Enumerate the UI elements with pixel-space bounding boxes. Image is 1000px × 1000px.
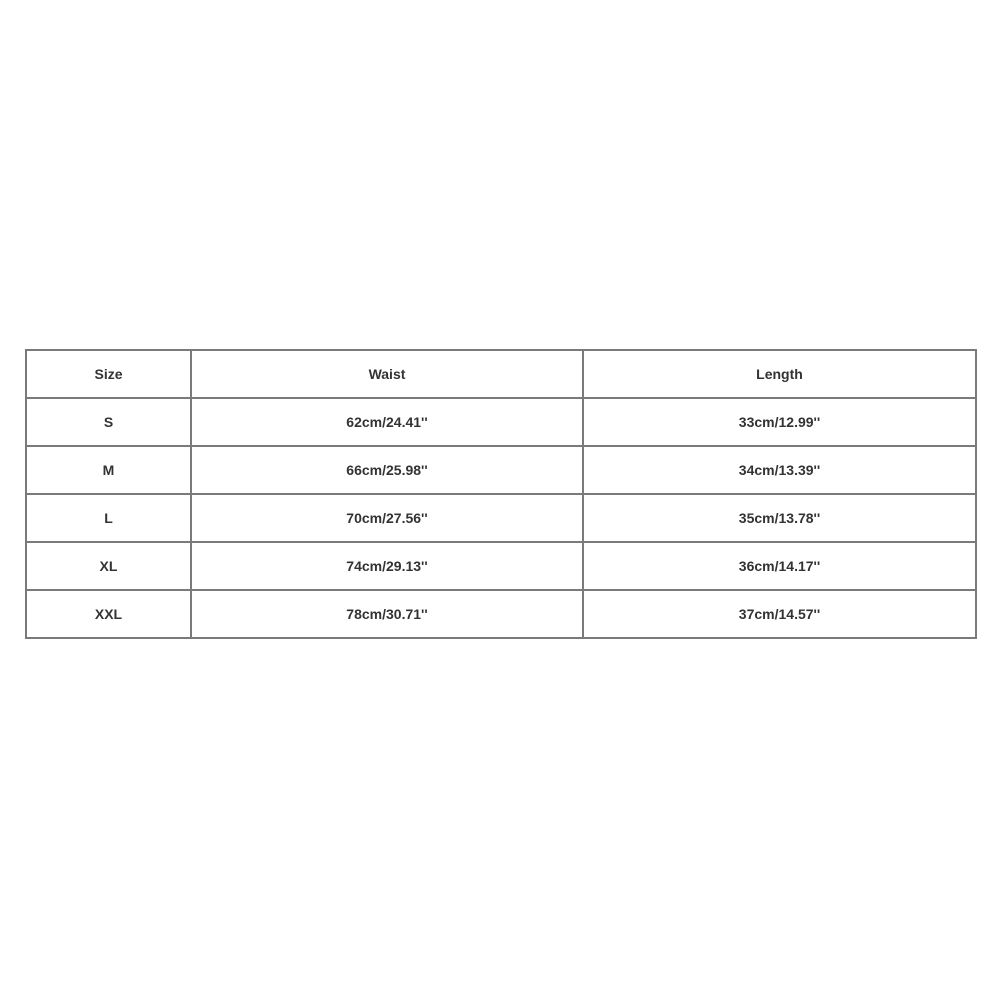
size-cell: XL (26, 542, 191, 590)
header-size: Size (26, 350, 191, 398)
table-row (26, 446, 976, 494)
size-chart-table (25, 349, 977, 639)
waist-cell: 78cm/30.71'' (191, 590, 583, 638)
size-cell: L (26, 494, 191, 542)
length-cell: 35cm/13.78'' (583, 494, 976, 542)
length-cell: 37cm/14.57'' (583, 590, 976, 638)
header-waist: Waist (191, 350, 583, 398)
length-cell: 33cm/12.99'' (583, 398, 976, 446)
length-cell: 36cm/14.17'' (583, 542, 976, 590)
header-row (26, 350, 976, 398)
size-cell: XXL (26, 590, 191, 638)
waist-cell: 66cm/25.98'' (191, 446, 583, 494)
size-cell: S (26, 398, 191, 446)
table-row (26, 398, 976, 446)
size-cell: M (26, 446, 191, 494)
waist-cell: 70cm/27.56'' (191, 494, 583, 542)
table-row (26, 542, 976, 590)
waist-cell: 62cm/24.41'' (191, 398, 583, 446)
table-row (26, 590, 976, 638)
table-row (26, 494, 976, 542)
header-length: Length (583, 350, 976, 398)
length-cell: 34cm/13.39'' (583, 446, 976, 494)
waist-cell: 74cm/29.13'' (191, 542, 583, 590)
